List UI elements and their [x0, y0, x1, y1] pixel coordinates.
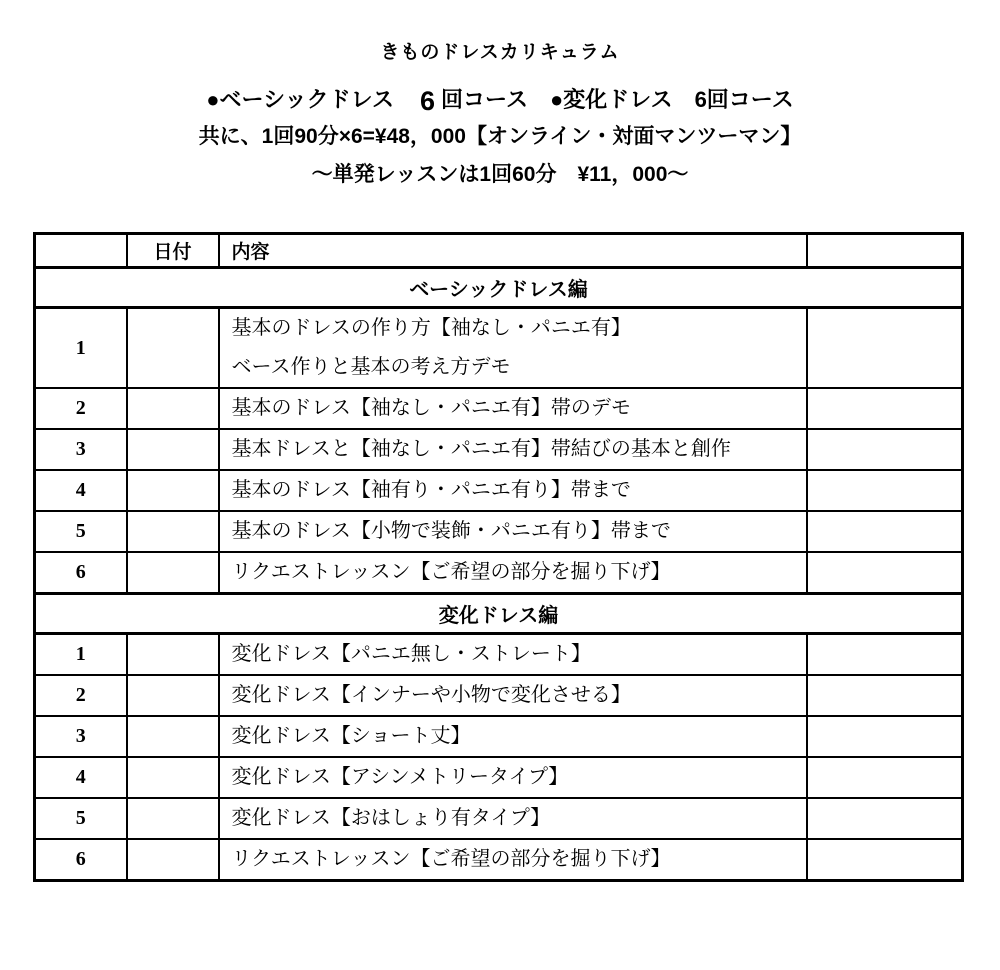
extra-cell	[807, 470, 963, 511]
lesson-content-line1: 変化ドレス【インナーや小物で変化させる】	[231, 684, 631, 706]
lesson-content	[219, 308, 807, 389]
lesson-number: 3	[35, 429, 127, 470]
extra-cell	[807, 757, 963, 798]
lesson-content-line1: 基本のドレス【小物で装飾・パニエ有り】帯まで	[231, 520, 671, 542]
header-content-cell: 内容	[219, 234, 807, 268]
extra-cell	[807, 634, 963, 676]
table-row	[35, 552, 963, 594]
lesson-content-line1: 基本のドレス【袖なし・パニエ有】帯のデモ	[231, 397, 631, 419]
document-header	[0, 0, 1000, 189]
section-header-henka	[35, 594, 963, 634]
header-number-cell	[35, 234, 127, 268]
extra-cell	[807, 552, 963, 594]
table-row	[35, 470, 963, 511]
lesson-number: 6	[35, 552, 127, 594]
extra-cell	[807, 429, 963, 470]
lesson-content	[219, 511, 807, 552]
lesson-content-line1: 変化ドレス【パニエ無し・ストレート】	[231, 643, 591, 665]
date-cell	[127, 470, 219, 511]
lesson-number: 2	[35, 388, 127, 429]
date-cell	[127, 634, 219, 676]
date-cell	[127, 552, 219, 594]
table-row	[35, 716, 963, 757]
date-cell	[127, 839, 219, 881]
lesson-content-line1: 変化ドレス【おはしょり有タイプ】	[231, 807, 551, 829]
header-extra-cell	[807, 234, 963, 268]
extra-cell	[807, 716, 963, 757]
lesson-content	[219, 634, 807, 676]
lesson-content-line1: 変化ドレス【アシンメトリータイプ】	[231, 766, 569, 788]
lesson-content-line2: ベース作りと基本の考え方デモ	[231, 356, 511, 378]
lesson-content-line1: 基本ドレスと【袖なし・パニエ有】帯結びの基本と創作	[231, 438, 731, 460]
lesson-number: 4	[35, 470, 127, 511]
lesson-content	[219, 798, 807, 839]
single-lesson-line: ～単発レッスンは1回60分 ¥11，000～	[311, 163, 689, 186]
table-row	[35, 839, 963, 881]
table-row	[35, 798, 963, 839]
date-cell	[127, 757, 219, 798]
extra-cell	[807, 798, 963, 839]
table-row	[35, 388, 963, 429]
date-cell	[127, 429, 219, 470]
lesson-content	[219, 757, 807, 798]
lesson-content	[219, 388, 807, 429]
lesson-content-line1: リクエストレッスン【ご希望の部分を掘り下げ】	[231, 848, 671, 870]
lesson-number: 1	[35, 634, 127, 676]
lesson-number: 6	[35, 839, 127, 881]
extra-cell	[807, 388, 963, 429]
lesson-content	[219, 675, 807, 716]
table-row	[35, 511, 963, 552]
lesson-number: 4	[35, 757, 127, 798]
lesson-number: 2	[35, 675, 127, 716]
lesson-number: 3	[35, 716, 127, 757]
page-title: きものドレスカリキュラム	[380, 42, 620, 63]
date-cell	[127, 798, 219, 839]
table-row	[35, 634, 963, 676]
date-cell	[127, 716, 219, 757]
date-cell	[127, 308, 219, 389]
date-cell	[127, 675, 219, 716]
lesson-content-line1: 基本のドレスの作り方【袖なし・パニエ有】	[231, 317, 631, 339]
lesson-content-line1: 基本のドレス【袖有り・パニエ有り】帯まで	[231, 479, 631, 501]
section-title-basic: ベーシックドレス編	[35, 268, 963, 308]
lesson-content	[219, 470, 807, 511]
lesson-content	[219, 552, 807, 594]
lesson-content-line1: 変化ドレス【ショート丈】	[231, 725, 471, 747]
lesson-content	[219, 839, 807, 881]
lesson-content-line1: リクエストレッスン【ご希望の部分を掘り下げ】	[231, 561, 671, 583]
lesson-content	[219, 716, 807, 757]
course-basic-count: 6	[420, 86, 436, 116]
section-header-basic	[35, 268, 963, 308]
price-line: 共に、1回90分×6=¥48，000【オンライン・対面マンツーマン】	[198, 125, 802, 148]
table-row	[35, 429, 963, 470]
lesson-number: 1	[35, 308, 127, 389]
date-cell	[127, 388, 219, 429]
header-date-cell: 日付	[127, 234, 219, 268]
extra-cell	[807, 511, 963, 552]
extra-cell	[807, 308, 963, 389]
lesson-number: 5	[35, 511, 127, 552]
lesson-content	[219, 429, 807, 470]
course-line	[0, 85, 1000, 115]
extra-cell	[807, 839, 963, 881]
course-henka-label: 回コース ●変化ドレス 6回コース	[441, 87, 794, 112]
course-basic-label: ●ベーシックドレス	[206, 87, 417, 112]
table-row	[35, 308, 963, 389]
section-title-henka: 変化ドレス編	[35, 594, 963, 634]
extra-cell	[807, 675, 963, 716]
lesson-number: 5	[35, 798, 127, 839]
table-header-row	[35, 234, 963, 268]
curriculum-table	[33, 232, 964, 882]
table-row	[35, 757, 963, 798]
table-row	[35, 675, 963, 716]
date-cell	[127, 511, 219, 552]
